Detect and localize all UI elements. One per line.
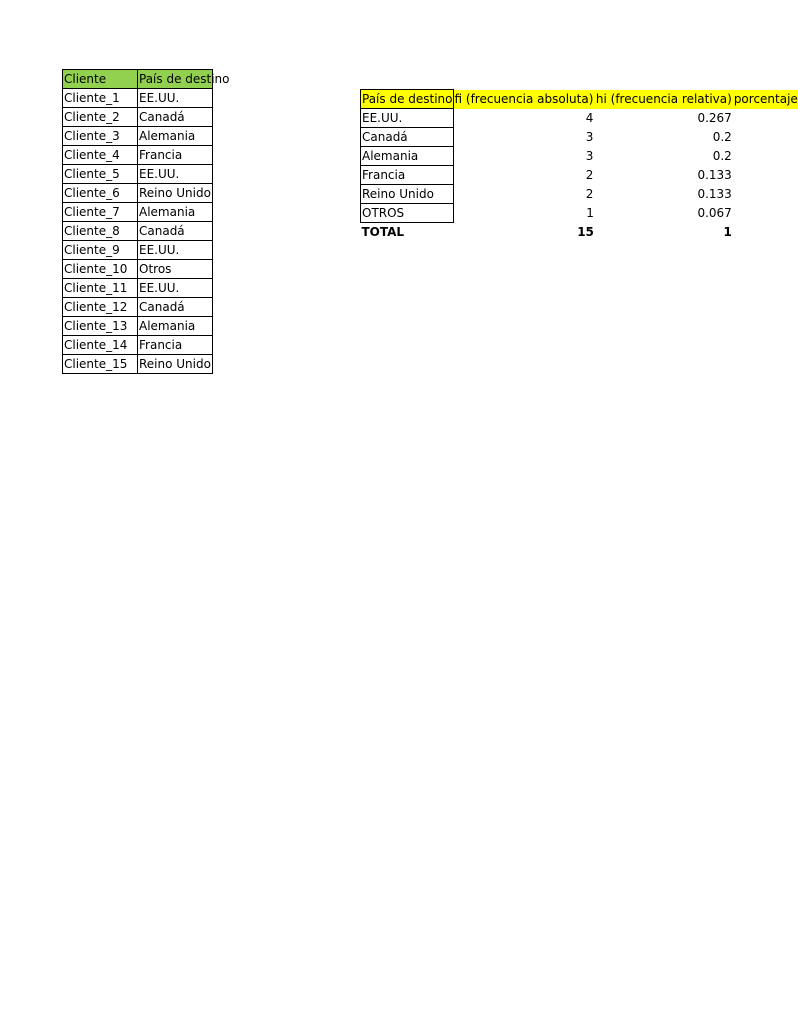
country-cell[interactable]: Canadá: [361, 128, 454, 147]
frequency-row: [361, 204, 798, 223]
header-cell-pais[interactable]: [361, 90, 454, 109]
client-name-cell[interactable]: Cliente_15: [63, 355, 138, 374]
frequency-body: [361, 109, 798, 223]
country-cell[interactable]: OTROS: [361, 204, 454, 223]
header-cell-pais-destino-text: País de destino: [139, 72, 230, 86]
client-country-cell[interactable]: Francia: [138, 336, 213, 355]
fi-cell[interactable]: 3: [585, 130, 594, 144]
header-cell-hi[interactable]: [595, 90, 733, 109]
header-cell-fi[interactable]: [453, 90, 595, 109]
fi-cell[interactable]: 4: [585, 111, 594, 125]
client-row: [63, 108, 213, 127]
header-cell-pais-destino[interactable]: [138, 70, 230, 89]
frequency-row: [361, 147, 798, 166]
frequency-table: [360, 89, 798, 241]
hi-cell[interactable]: 0.2: [712, 130, 732, 144]
header-cell-porcentaje-text: porcentaje: [733, 92, 798, 106]
frequency-row: [361, 185, 798, 204]
hi-cell[interactable]: 0.067: [697, 206, 732, 220]
porcentaje-cell[interactable]: [733, 166, 798, 185]
client-country-cell[interactable]: Canadá: [138, 108, 213, 127]
header-cell-cliente[interactable]: Cliente: [63, 70, 138, 89]
client-row: [63, 127, 213, 146]
client-country-cell[interactable]: Alemania: [138, 203, 213, 222]
clients-header-row: [63, 70, 213, 89]
client-country-cell[interactable]: Canadá: [138, 298, 213, 317]
fi-cell[interactable]: 2: [585, 168, 594, 182]
client-name-cell[interactable]: Cliente_12: [63, 298, 138, 317]
client-country-cell[interactable]: Alemania: [138, 127, 213, 146]
client-name-cell[interactable]: Cliente_8: [63, 222, 138, 241]
client-name-cell[interactable]: Cliente_14: [63, 336, 138, 355]
country-cell[interactable]: EE.UU.: [361, 109, 454, 128]
client-country-cell[interactable]: Otros: [138, 260, 213, 279]
header-cell-fi-text: fi (frecuencia absoluta): [454, 92, 594, 106]
client-country-cell[interactable]: Reino Unido: [138, 184, 213, 203]
total-hi-cell[interactable]: 1: [723, 224, 732, 239]
frequency-row: [361, 109, 798, 128]
client-row: [63, 165, 213, 184]
porcentaje-cell[interactable]: [733, 185, 798, 204]
header-cell-hi-text: hi (frecuencia relativa): [595, 92, 732, 106]
hi-cell[interactable]: 0.133: [697, 168, 732, 182]
client-name-cell[interactable]: Cliente_3: [63, 127, 138, 146]
client-row: [63, 89, 213, 108]
client-row: [63, 336, 213, 355]
client-name-cell[interactable]: Cliente_4: [63, 146, 138, 165]
country-cell[interactable]: Alemania: [361, 147, 454, 166]
header-cell-porcentaje[interactable]: [733, 90, 798, 109]
total-porcentaje-cell[interactable]: [733, 223, 798, 242]
country-cell[interactable]: Francia: [361, 166, 454, 185]
client-row: [63, 355, 213, 374]
fi-cell[interactable]: 3: [585, 149, 594, 163]
fi-cell[interactable]: 2: [585, 187, 594, 201]
client-name-cell[interactable]: Cliente_7: [63, 203, 138, 222]
porcentaje-cell[interactable]: [733, 128, 798, 147]
hi-cell[interactable]: 0.2: [712, 149, 732, 163]
client-name-cell[interactable]: Cliente_9: [63, 241, 138, 260]
clients-table: [62, 69, 230, 374]
frequency-header-row: [361, 90, 798, 109]
total-fi-cell[interactable]: 15: [577, 224, 594, 239]
client-name-cell[interactable]: Cliente_6: [63, 184, 138, 203]
client-row: [63, 298, 213, 317]
client-name-cell[interactable]: Cliente_13: [63, 317, 138, 336]
client-row: [63, 184, 213, 203]
hi-cell[interactable]: 0.133: [697, 187, 732, 201]
client-name-cell[interactable]: Cliente_11: [63, 279, 138, 298]
fi-cell[interactable]: 1: [586, 206, 594, 220]
porcentaje-cell[interactable]: [733, 109, 798, 128]
total-row: [361, 223, 798, 242]
clients-body: [63, 89, 213, 374]
header-cell-pais-text: País de destino: [362, 92, 453, 106]
client-name-cell[interactable]: Cliente_2: [63, 108, 138, 127]
client-name-cell[interactable]: Cliente_10: [63, 260, 138, 279]
client-country-cell[interactable]: Alemania: [138, 317, 213, 336]
client-country-cell[interactable]: Canadá: [138, 222, 213, 241]
client-country-cell[interactable]: Francia: [138, 146, 213, 165]
porcentaje-cell[interactable]: [733, 204, 798, 223]
client-row: [63, 203, 213, 222]
client-row: [63, 317, 213, 336]
total-label-cell[interactable]: TOTAL: [361, 225, 405, 239]
client-row: [63, 146, 213, 165]
client-country-cell[interactable]: EE.UU.: [138, 241, 213, 260]
client-row: [63, 222, 213, 241]
frequency-row: [361, 166, 798, 185]
country-cell[interactable]: Reino Unido: [361, 185, 454, 204]
client-country-cell[interactable]: EE.UU.: [138, 279, 213, 298]
porcentaje-cell[interactable]: [733, 147, 798, 166]
client-country-cell[interactable]: Reino Unido: [138, 355, 213, 374]
client-name-cell[interactable]: Cliente_5: [63, 165, 138, 184]
client-country-cell[interactable]: EE.UU.: [138, 165, 213, 184]
client-row: [63, 279, 213, 298]
client-country-cell[interactable]: EE.UU.: [138, 89, 213, 108]
frequency-row: [361, 128, 798, 147]
client-row: [63, 241, 213, 260]
hi-cell[interactable]: 0.267: [697, 111, 732, 125]
client-row: [63, 260, 213, 279]
client-name-cell[interactable]: Cliente_1: [63, 89, 138, 108]
